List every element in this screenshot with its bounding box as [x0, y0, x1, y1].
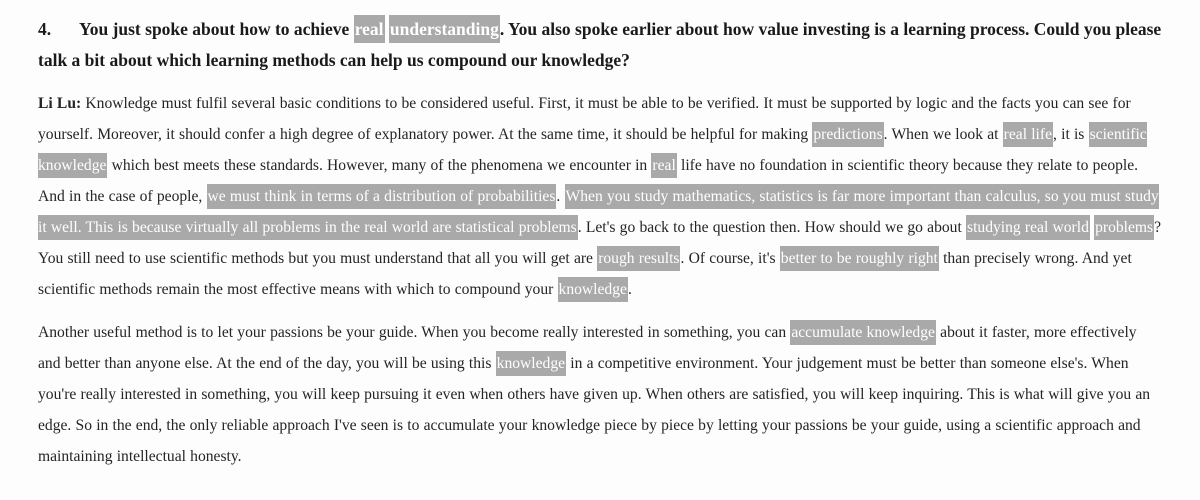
text-run: . Let's go back to the question then. How should we go about	[577, 219, 966, 236]
text-run: in a competitive environment. Your judgement must be better than someone else's. When you're really interested in something, you will keep pursuing it even when others have given up. When others are satisfied, you will keep inquiring. This is what will give you an edge. So in the end, the only reliable approach I've seen is to accumulate your knowledge piece by piece by letting your passions be your guide, using a scientific approach and maintaining intellectual honesty.	[38, 355, 1151, 465]
interview-question	[38, 14, 1162, 76]
document-page	[38, 14, 1162, 472]
highlighted-phrase: better to be roughly right	[780, 246, 939, 271]
text-run: You just spoke about how to achieve	[79, 19, 354, 39]
highlighted-phrase: knowledge	[496, 351, 566, 376]
second-paragraph	[38, 317, 1162, 472]
highlighted-phrase: When you study mathematics, statistics is far more important than calculus, so you must study it well. This is because virtually all problems in the real world are statistical problems	[38, 184, 1159, 240]
text-run: ? You still need to use scientific methods but you must understand that all you will get are	[38, 219, 1162, 267]
text-run: Knowledge must fulfil several basic conditions to be considered useful. First, it must be able to be verified. It must be supported by logic and the facts you can see for yourself. Moreover, it should confer a high degree of explanatory power. At the same time, it should be helpful for making	[38, 95, 1131, 143]
text-run: . When we look at	[883, 126, 1003, 143]
text-run: Another useful method is to let your passions be your guide. When you become really interested in something, you can	[38, 324, 791, 341]
highlighted-phrase: real life	[1003, 122, 1053, 147]
second-paragraph-text	[38, 320, 1150, 465]
text-run: . You also spoke earlier about how value investing is a learning process. Could you please talk a bit about which learning methods can help us compound our knowledge?	[38, 19, 1162, 70]
question-text	[38, 15, 1161, 70]
highlighted-phrase: predictions	[812, 122, 883, 147]
highlighted-phrase: real	[651, 153, 676, 178]
text-run: .	[556, 188, 565, 205]
text-run: which best meets these standards. However, many of the phenomena we encounter in	[107, 157, 652, 174]
highlighted-phrase: rough results	[597, 246, 680, 271]
highlighted-phrase: studying real world	[966, 215, 1090, 240]
highlighted-phrase: problems	[1094, 215, 1154, 240]
text-run: than precisely wrong. And yet scientific methods remain the most effective means with which to compound your	[38, 250, 1132, 298]
highlighted-phrase: knowledge	[558, 277, 628, 302]
question-number: 4.	[38, 19, 52, 39]
text-run: , it is	[1053, 126, 1089, 143]
highlighted-phrase: accumulate knowledge	[790, 320, 936, 345]
speaker-name: Li Lu:	[38, 95, 82, 112]
text-run: life have no foundation in scientific theory because they relate to people. And in the case of people,	[38, 157, 1139, 205]
answer-text	[38, 95, 1161, 302]
highlighted-phrase: real	[354, 15, 385, 43]
highlighted-phrase: understanding	[389, 15, 500, 43]
highlighted-phrase: we must think in terms of a distribution of probabilities	[207, 184, 557, 209]
text-run: .	[627, 281, 632, 298]
text-run: about it faster, more effectively and better than anyone else. At the end of the day, you will be using this	[38, 324, 1137, 372]
answer-paragraph	[38, 88, 1162, 305]
highlighted-phrase: scientific knowledge	[38, 122, 1147, 178]
text-run: . Of course, it's	[680, 250, 780, 267]
